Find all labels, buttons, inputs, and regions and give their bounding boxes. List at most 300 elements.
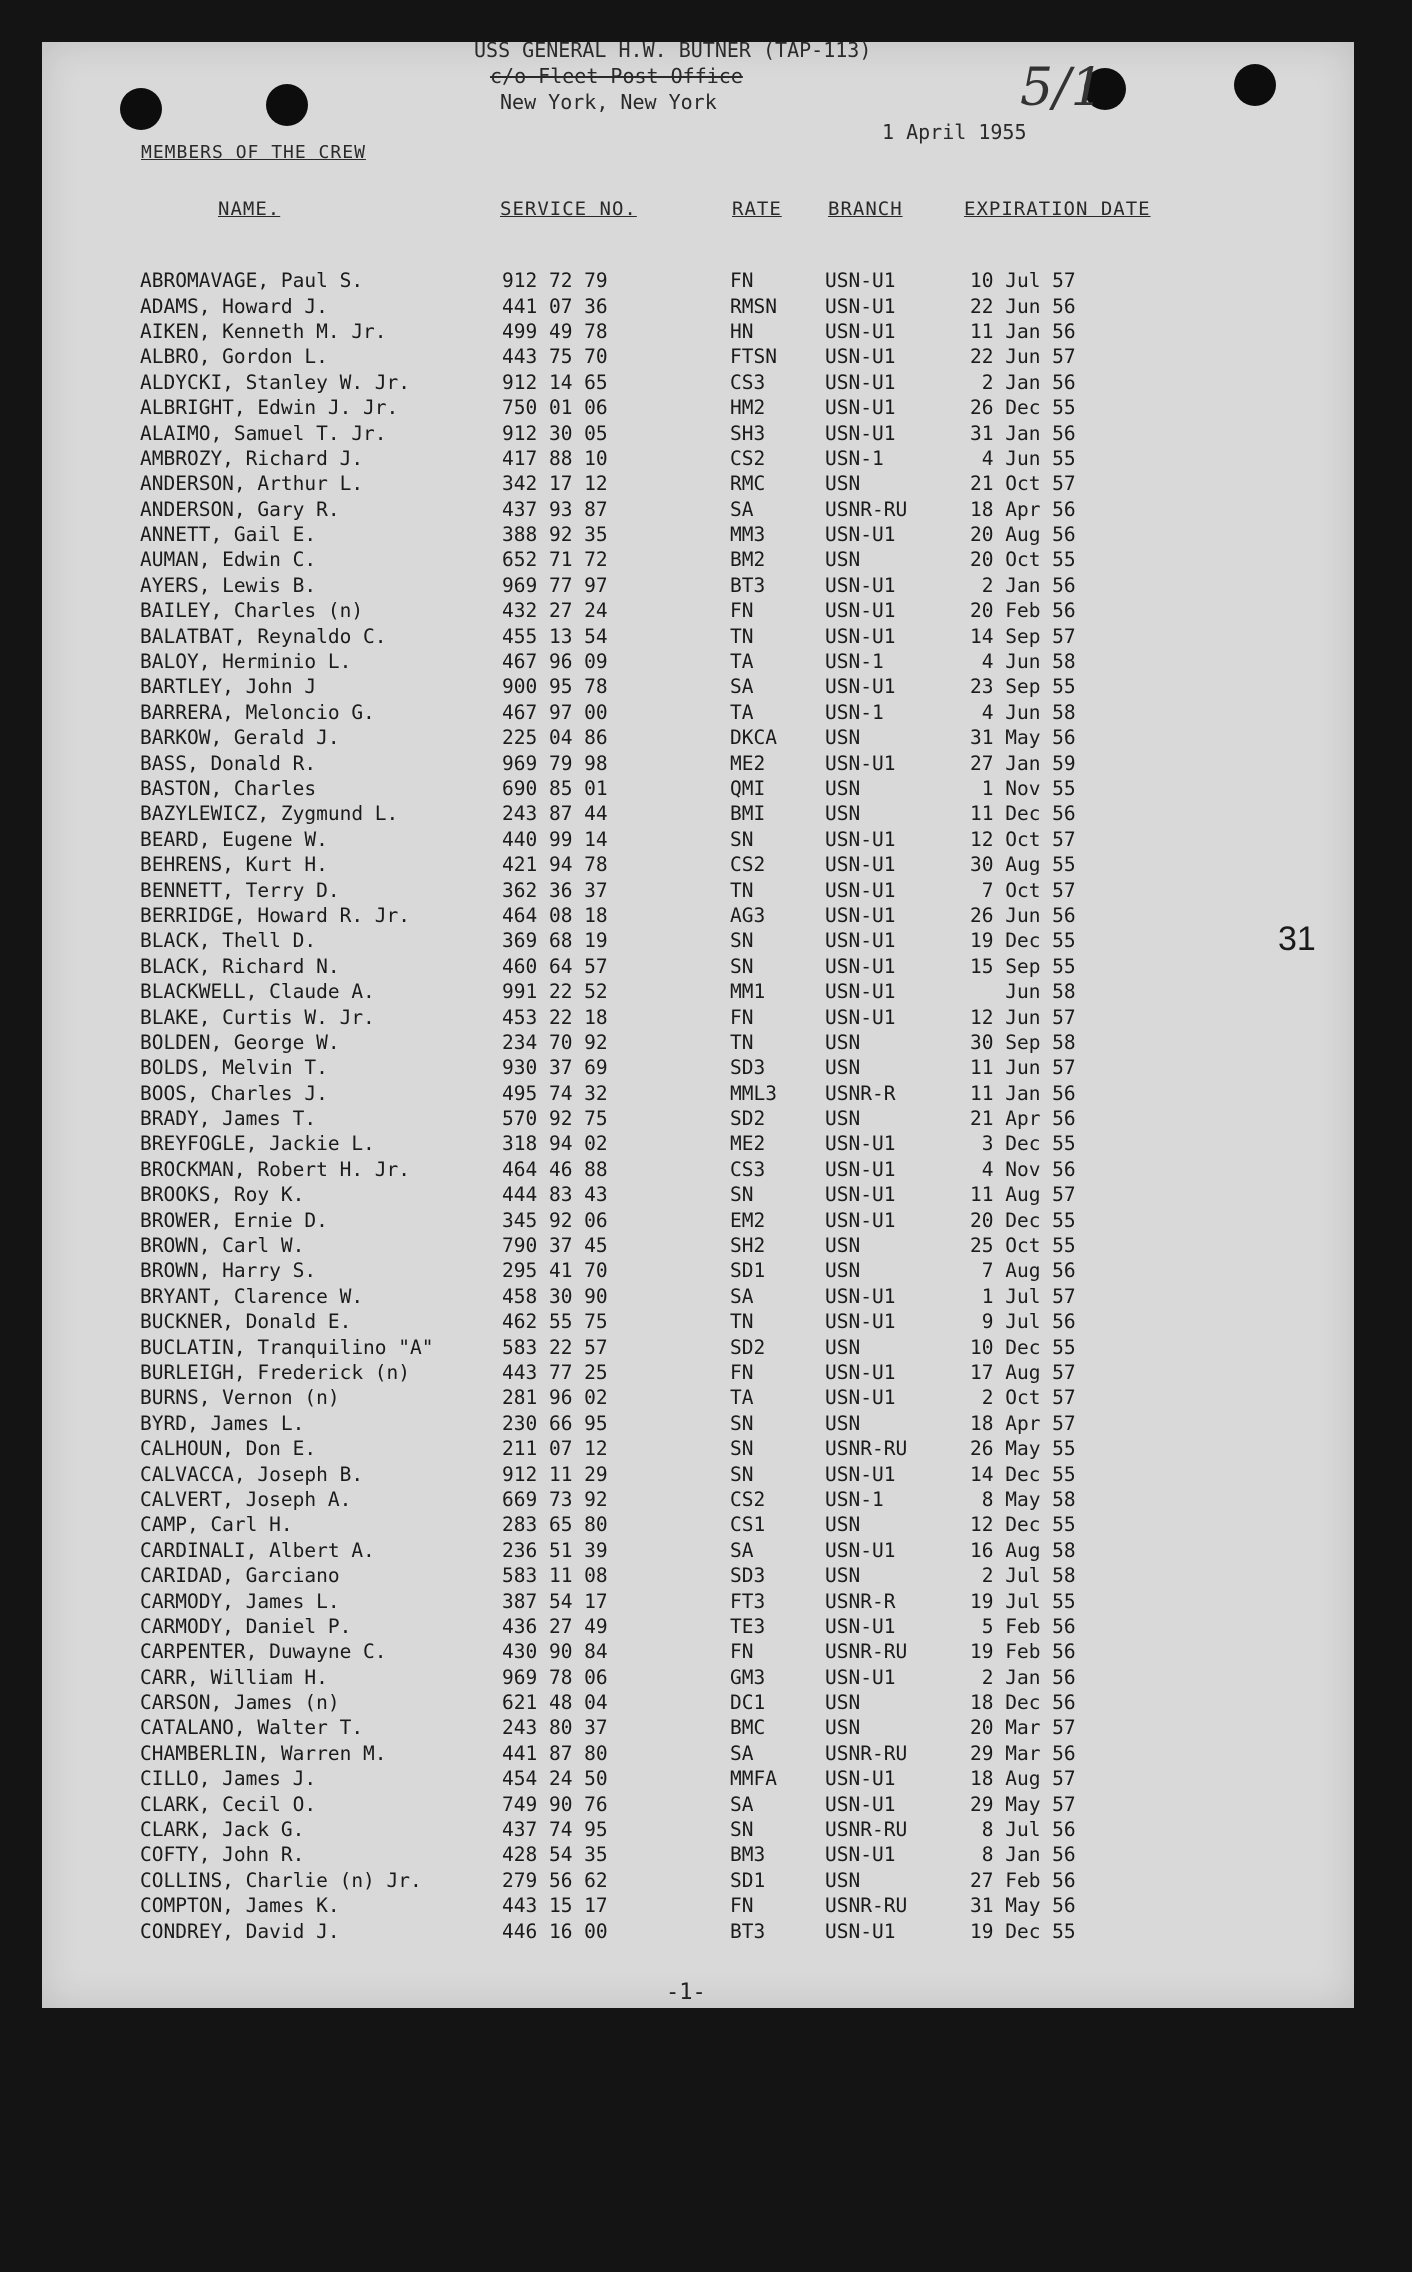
table-row [140, 700, 1180, 725]
rate: QMI [730, 777, 766, 800]
service-number: 295 41 70 [502, 1259, 608, 1283]
branch: USN-U1 [825, 1132, 896, 1156]
service-number: 281 96 02 [502, 1386, 608, 1410]
rate: CS2 [730, 446, 766, 470]
branch: USN [825, 1335, 861, 1359]
section-title: MEMBERS OF THE CREW [141, 142, 366, 163]
branch: USN-U1 [825, 370, 896, 394]
branch: USN-U1 [825, 903, 896, 927]
column-header-service: SERVICE NO. [500, 198, 637, 220]
rate: SN [730, 1818, 754, 1842]
crew-name: CARMODY, Daniel P. [140, 1614, 352, 1638]
rate: FN [730, 1360, 754, 1384]
punch-hole [120, 88, 162, 130]
rate: SD1 [730, 1259, 766, 1283]
expiration-date: 18 Apr 56 [970, 497, 1076, 521]
crew-name: BAILEY, Charles (n) [140, 599, 364, 623]
table-row [140, 1233, 1180, 1258]
rate: FN [730, 1640, 754, 1664]
expiration-date: 7 Oct 57 [970, 878, 1076, 902]
expiration-date: 14 Sep 57 [970, 624, 1076, 648]
service-number: 443 15 17 [502, 1894, 608, 1918]
branch: USN-U1 [825, 827, 896, 851]
expiration-date: 3 Dec 55 [970, 1132, 1076, 1156]
rate: SN [730, 1183, 754, 1207]
service-number: 467 97 00 [502, 700, 608, 724]
branch: USN [825, 1411, 861, 1435]
crew-name: BLACK, Thell D. [140, 929, 317, 953]
crew-name: BROWER, Ernie D. [140, 1208, 328, 1232]
rate: SA [730, 1538, 754, 1562]
rate: DC1 [730, 1691, 766, 1715]
rate: TN [730, 1310, 754, 1334]
rate: SA [730, 675, 754, 699]
crew-name: CATALANO, Walter T. [140, 1716, 364, 1740]
expiration-date: 4 Jun 58 [970, 700, 1076, 724]
expiration-date: 18 Apr 57 [970, 1411, 1076, 1435]
expiration-date: 19 Dec 55 [970, 1919, 1076, 1943]
rate: BMC [730, 1716, 766, 1740]
expiration-date: 29 Mar 56 [970, 1741, 1076, 1765]
branch: USN-U1 [825, 523, 896, 547]
table-row [140, 293, 1180, 318]
branch: USN-U1 [825, 1614, 896, 1638]
service-number: 790 37 45 [502, 1234, 608, 1258]
service-number: 444 83 43 [502, 1183, 608, 1207]
rate: MML3 [730, 1081, 777, 1105]
table-row [140, 1411, 1180, 1436]
rate: AG3 [730, 903, 766, 927]
expiration-date: 1 Nov 55 [970, 777, 1076, 800]
table-row [140, 954, 1180, 979]
rate: FT3 [730, 1589, 766, 1613]
service-number: 443 77 25 [502, 1360, 608, 1384]
table-row [140, 1309, 1180, 1334]
expiration-date: 11 Jun 57 [970, 1056, 1076, 1080]
expiration-date: 2 Oct 57 [970, 1386, 1076, 1410]
service-number: 441 87 80 [502, 1741, 608, 1765]
table-row [140, 1791, 1180, 1816]
expiration-date: 19 Feb 56 [970, 1640, 1076, 1664]
branch: USN-U1 [825, 675, 896, 699]
table-row [140, 877, 1180, 902]
service-number: 969 78 06 [502, 1665, 608, 1689]
service-number: 750 01 06 [502, 396, 608, 420]
branch: USN-1 [825, 650, 884, 674]
expiration-date: 11 Jan 56 [970, 319, 1076, 343]
expiration-date: 31 Jan 56 [970, 421, 1076, 445]
branch: USN-U1 [825, 1538, 896, 1562]
service-number: 453 22 18 [502, 1005, 608, 1029]
crew-name: BALATBAT, Reynaldo C. [140, 624, 387, 648]
crew-name: BAZYLEWICZ, Zygmund L. [140, 802, 399, 826]
rate: SN [730, 1437, 754, 1461]
table-row [140, 547, 1180, 572]
branch: USN [825, 802, 861, 826]
branch: USN-U1 [825, 1843, 896, 1867]
crew-name: BERRIDGE, Howard R. Jr. [140, 903, 411, 927]
service-number: 437 93 87 [502, 497, 608, 521]
table-row [140, 827, 1180, 852]
table-row [140, 1766, 1180, 1791]
expiration-date: 18 Aug 57 [970, 1767, 1076, 1791]
expiration-date: 5 Feb 56 [970, 1614, 1076, 1638]
rate: FN [730, 1894, 754, 1918]
table-row [140, 1004, 1180, 1029]
crew-name: BRYANT, Clarence W. [140, 1284, 364, 1308]
branch: USN [825, 1259, 861, 1283]
rate: FN [730, 599, 754, 623]
service-number: 236 51 39 [502, 1538, 608, 1562]
crew-name: BARKOW, Gerald J. [140, 726, 340, 750]
expiration-date: 2 Jul 58 [970, 1564, 1076, 1588]
branch: USN-U1 [825, 1792, 896, 1816]
rate: TN [730, 1030, 754, 1054]
expiration-date: 19 Dec 55 [970, 929, 1076, 953]
crew-name: ANDERSON, Arthur L. [140, 472, 364, 496]
crew-name: CALVERT, Joseph A. [140, 1487, 352, 1511]
rate: CS1 [730, 1513, 766, 1537]
table-row [140, 1614, 1180, 1639]
branch: USN [825, 472, 861, 496]
table-row [140, 1207, 1180, 1232]
expiration-date: 8 Jul 56 [970, 1818, 1076, 1842]
service-number: 230 66 95 [502, 1411, 608, 1435]
service-number: 462 55 75 [502, 1310, 608, 1334]
table-row [140, 649, 1180, 674]
table-row [140, 801, 1180, 826]
branch: USN-U1 [825, 980, 896, 1004]
table-row [140, 420, 1180, 445]
crew-name: BROWN, Carl W. [140, 1234, 305, 1258]
crew-name: ALDYCKI, Stanley W. Jr. [140, 370, 411, 394]
expiration-date: 22 Jun 57 [970, 345, 1076, 369]
service-number: 283 65 80 [502, 1513, 608, 1537]
rate: HM2 [730, 396, 766, 420]
table-row [140, 928, 1180, 953]
city-line: New York, New York [500, 90, 717, 114]
rate: SD2 [730, 1107, 766, 1131]
crew-name: CALHOUN, Don E. [140, 1437, 317, 1461]
rate: MMFA [730, 1767, 777, 1791]
expiration-date: 4 Jun 55 [970, 446, 1076, 470]
service-number: 345 92 06 [502, 1208, 608, 1232]
table-row [140, 1690, 1180, 1715]
rate: BM2 [730, 548, 766, 572]
service-number: 460 64 57 [502, 954, 608, 978]
branch: USN [825, 1107, 861, 1131]
table-row [140, 573, 1180, 598]
crew-name: BRADY, James T. [140, 1107, 317, 1131]
table-row [140, 1055, 1180, 1080]
crew-name: AMBROZY, Richard J. [140, 446, 364, 470]
crew-name: BARRERA, Meloncio G. [140, 700, 375, 724]
expiration-date: 8 May 58 [970, 1487, 1076, 1511]
table-row [140, 319, 1180, 344]
branch: USN [825, 1513, 861, 1537]
rate: SH3 [730, 421, 766, 445]
expiration-date: 7 Aug 56 [970, 1259, 1076, 1283]
table-row [140, 1893, 1180, 1918]
rate: BT3 [730, 1919, 766, 1943]
service-number: 912 30 05 [502, 421, 608, 445]
expiration-date: 29 May 57 [970, 1792, 1076, 1816]
punch-hole [266, 84, 308, 126]
ship-name: USS GENERAL H.W. BUTNER (TAP-113) [474, 38, 872, 62]
crew-name: COMPTON, James K. [140, 1894, 340, 1918]
rate: SD3 [730, 1056, 766, 1080]
expiration-date: 20 Aug 56 [970, 523, 1076, 547]
branch: USNR-R [825, 1589, 896, 1613]
service-number: 211 07 12 [502, 1437, 608, 1461]
expiration-date: 30 Aug 55 [970, 853, 1076, 877]
branch: USN-U1 [825, 1157, 896, 1181]
rate: TA [730, 650, 754, 674]
table-row [140, 1081, 1180, 1106]
table-row [140, 344, 1180, 369]
crew-table [140, 268, 1180, 1944]
crew-name: ALBRO, Gordon L. [140, 345, 328, 369]
crew-name: ANDERSON, Gary R. [140, 497, 340, 521]
service-number: 499 49 78 [502, 319, 608, 343]
expiration-date: 19 Jul 55 [970, 1589, 1076, 1613]
table-row [140, 1842, 1180, 1867]
expiration-date: 31 May 56 [970, 726, 1076, 750]
table-row [140, 623, 1180, 648]
crew-name: BASS, Donald R. [140, 751, 317, 775]
column-header-rate: RATE [732, 198, 782, 220]
rate: ME2 [730, 751, 766, 775]
branch: USN-U1 [825, 751, 896, 775]
table-row [140, 776, 1180, 801]
table-row [140, 979, 1180, 1004]
service-number: 464 46 88 [502, 1157, 608, 1181]
branch: USN [825, 1030, 861, 1054]
service-number: 583 11 08 [502, 1564, 608, 1588]
expiration-date: 2 Jan 56 [970, 573, 1076, 597]
crew-name: BOLDEN, George W. [140, 1030, 340, 1054]
rate: SA [730, 1284, 754, 1308]
service-number: 243 87 44 [502, 802, 608, 826]
expiration-date: 30 Sep 58 [970, 1030, 1076, 1054]
service-number: 912 11 29 [502, 1462, 608, 1486]
branch: USN-U1 [825, 1183, 896, 1207]
rate: FTSN [730, 345, 777, 369]
branch: USN-1 [825, 1487, 884, 1511]
handwritten-annotation: 5/1 [1020, 58, 1104, 118]
service-number: 428 54 35 [502, 1843, 608, 1867]
crew-name: BLACK, Richard N. [140, 954, 340, 978]
expiration-date: 26 May 55 [970, 1437, 1076, 1461]
expiration-date: 15 Sep 55 [970, 954, 1076, 978]
crew-name: BEARD, Eugene W. [140, 827, 328, 851]
crew-name: CARSON, James (n) [140, 1691, 340, 1715]
table-row [140, 674, 1180, 699]
table-row [140, 1512, 1180, 1537]
crew-name: CARDINALI, Albert A. [140, 1538, 375, 1562]
rate: TE3 [730, 1614, 766, 1638]
branch: USN-U1 [825, 294, 896, 318]
service-number: 388 92 35 [502, 523, 608, 547]
service-number: 455 13 54 [502, 624, 608, 648]
branch: USN-U1 [825, 421, 896, 445]
service-number: 669 73 92 [502, 1487, 608, 1511]
crew-name: BURNS, Vernon (n) [140, 1386, 340, 1410]
crew-name: ABROMAVAGE, Paul S. [140, 269, 364, 293]
column-header-expiration: EXPIRATION DATE [964, 198, 1151, 220]
service-number: 234 70 92 [502, 1030, 608, 1054]
rate: SD1 [730, 1868, 766, 1892]
expiration-date: 27 Jan 59 [970, 751, 1076, 775]
expiration-date: 12 Dec 55 [970, 1513, 1076, 1537]
table-row [140, 1538, 1180, 1563]
table-row [140, 1334, 1180, 1359]
table-row [140, 1258, 1180, 1283]
crew-name: BEHRENS, Kurt H. [140, 853, 328, 877]
table-row [140, 370, 1180, 395]
service-number: 318 94 02 [502, 1132, 608, 1156]
branch: USN [825, 1564, 861, 1588]
service-number: 437 74 95 [502, 1818, 608, 1842]
service-number: 279 56 62 [502, 1868, 608, 1892]
crew-name: ALAIMO, Samuel T. Jr. [140, 421, 387, 445]
service-number: 432 27 24 [502, 599, 608, 623]
service-number: 243 80 37 [502, 1716, 608, 1740]
crew-name: BURLEIGH, Frederick (n) [140, 1360, 411, 1384]
crew-name: BROWN, Harry S. [140, 1259, 317, 1283]
table-row [140, 852, 1180, 877]
branch: USN-U1 [825, 1310, 896, 1334]
rate: CS2 [730, 1487, 766, 1511]
expiration-date: 23 Sep 55 [970, 675, 1076, 699]
branch: USN-U1 [825, 929, 896, 953]
service-number: 441 07 36 [502, 294, 608, 318]
expiration-date: 25 Oct 55 [970, 1234, 1076, 1258]
expiration-date: 1 Jul 57 [970, 1284, 1076, 1308]
service-number: 930 37 69 [502, 1056, 608, 1080]
expiration-date: 20 Feb 56 [970, 599, 1076, 623]
service-number: 436 27 49 [502, 1614, 608, 1638]
crew-name: ADAMS, Howard J. [140, 294, 328, 318]
service-number: 362 36 37 [502, 878, 608, 902]
crew-name: ANNETT, Gail E. [140, 523, 317, 547]
expiration-date: Jun 58 [970, 980, 1076, 1004]
expiration-date: 26 Dec 55 [970, 396, 1076, 420]
crew-name: BUCLATIN, Tranquilino "A" [140, 1335, 434, 1359]
rate: SN [730, 929, 754, 953]
branch: USN [825, 1056, 861, 1080]
table-row [140, 1487, 1180, 1512]
table-row [140, 1817, 1180, 1842]
rate: BMI [730, 802, 766, 826]
branch: USNR-RU [825, 1894, 908, 1918]
rate: TN [730, 878, 754, 902]
column-header-branch: BRANCH [828, 198, 903, 220]
service-number: 467 96 09 [502, 650, 608, 674]
service-number: 421 94 78 [502, 853, 608, 877]
rate: HN [730, 319, 754, 343]
rate: SA [730, 1792, 754, 1816]
rate: TN [730, 624, 754, 648]
service-number: 969 79 98 [502, 751, 608, 775]
crew-name: BUCKNER, Donald E. [140, 1310, 352, 1334]
expiration-date: 9 Jul 56 [970, 1310, 1076, 1334]
expiration-date: 12 Oct 57 [970, 827, 1076, 851]
rate: SN [730, 1462, 754, 1486]
expiration-date: 31 May 56 [970, 1894, 1076, 1918]
expiration-date: 11 Dec 56 [970, 802, 1076, 826]
branch: USN-U1 [825, 1208, 896, 1232]
service-number: 969 77 97 [502, 573, 608, 597]
table-row [140, 750, 1180, 775]
service-number: 900 95 78 [502, 675, 608, 699]
service-number: 464 08 18 [502, 903, 608, 927]
crew-name: BROOKS, Roy K. [140, 1183, 305, 1207]
branch: USN-1 [825, 700, 884, 724]
service-number: 430 90 84 [502, 1640, 608, 1664]
crew-name: CARR, William H. [140, 1665, 328, 1689]
branch: USN-U1 [825, 878, 896, 902]
table-row [140, 1563, 1180, 1588]
expiration-date: 10 Jul 57 [970, 269, 1076, 293]
service-number: 417 88 10 [502, 446, 608, 470]
fleet-post-office: c/o Fleet Post Office [490, 64, 743, 88]
branch: USNR-R [825, 1081, 896, 1105]
expiration-date: 14 Dec 55 [970, 1462, 1076, 1486]
crew-name: BLACKWELL, Claude A. [140, 980, 375, 1004]
service-number: 369 68 19 [502, 929, 608, 953]
expiration-date: 20 Dec 55 [970, 1208, 1076, 1232]
table-row [140, 1664, 1180, 1689]
branch: USN-U1 [825, 954, 896, 978]
table-row [140, 446, 1180, 471]
table-row [140, 1918, 1180, 1943]
crew-name: CARPENTER, Duwayne C. [140, 1640, 387, 1664]
crew-name: ALBRIGHT, Edwin J. Jr. [140, 396, 399, 420]
branch: USN-U1 [825, 1386, 896, 1410]
rate: SH2 [730, 1234, 766, 1258]
branch: USN-U1 [825, 396, 896, 420]
crew-name: CILLO, James J. [140, 1767, 317, 1791]
rate: TA [730, 1386, 754, 1410]
branch: USN-U1 [825, 599, 896, 623]
crew-name: BOOS, Charles J. [140, 1081, 328, 1105]
branch: USN-U1 [825, 1665, 896, 1689]
rate: BT3 [730, 573, 766, 597]
service-number: 342 17 12 [502, 472, 608, 496]
rate: TA [730, 700, 754, 724]
branch: USNR-RU [825, 1640, 908, 1664]
crew-name: CLARK, Jack G. [140, 1818, 305, 1842]
column-header-name: NAME. [218, 198, 281, 220]
service-number: 446 16 00 [502, 1919, 608, 1943]
service-number: 440 99 14 [502, 827, 608, 851]
expiration-date: 18 Dec 56 [970, 1691, 1076, 1715]
table-row [140, 1588, 1180, 1613]
crew-name: AIKEN, Kenneth M. Jr. [140, 319, 387, 343]
table-row [140, 903, 1180, 928]
service-number: 690 85 01 [502, 777, 608, 800]
table-row [140, 1131, 1180, 1156]
expiration-date: 10 Dec 55 [970, 1335, 1076, 1359]
rate: RMSN [730, 294, 777, 318]
service-number: 443 75 70 [502, 345, 608, 369]
rate: BM3 [730, 1843, 766, 1867]
rate: SN [730, 1411, 754, 1435]
expiration-date: 2 Jan 56 [970, 1665, 1076, 1689]
table-row [140, 1385, 1180, 1410]
rate: GM3 [730, 1665, 766, 1689]
